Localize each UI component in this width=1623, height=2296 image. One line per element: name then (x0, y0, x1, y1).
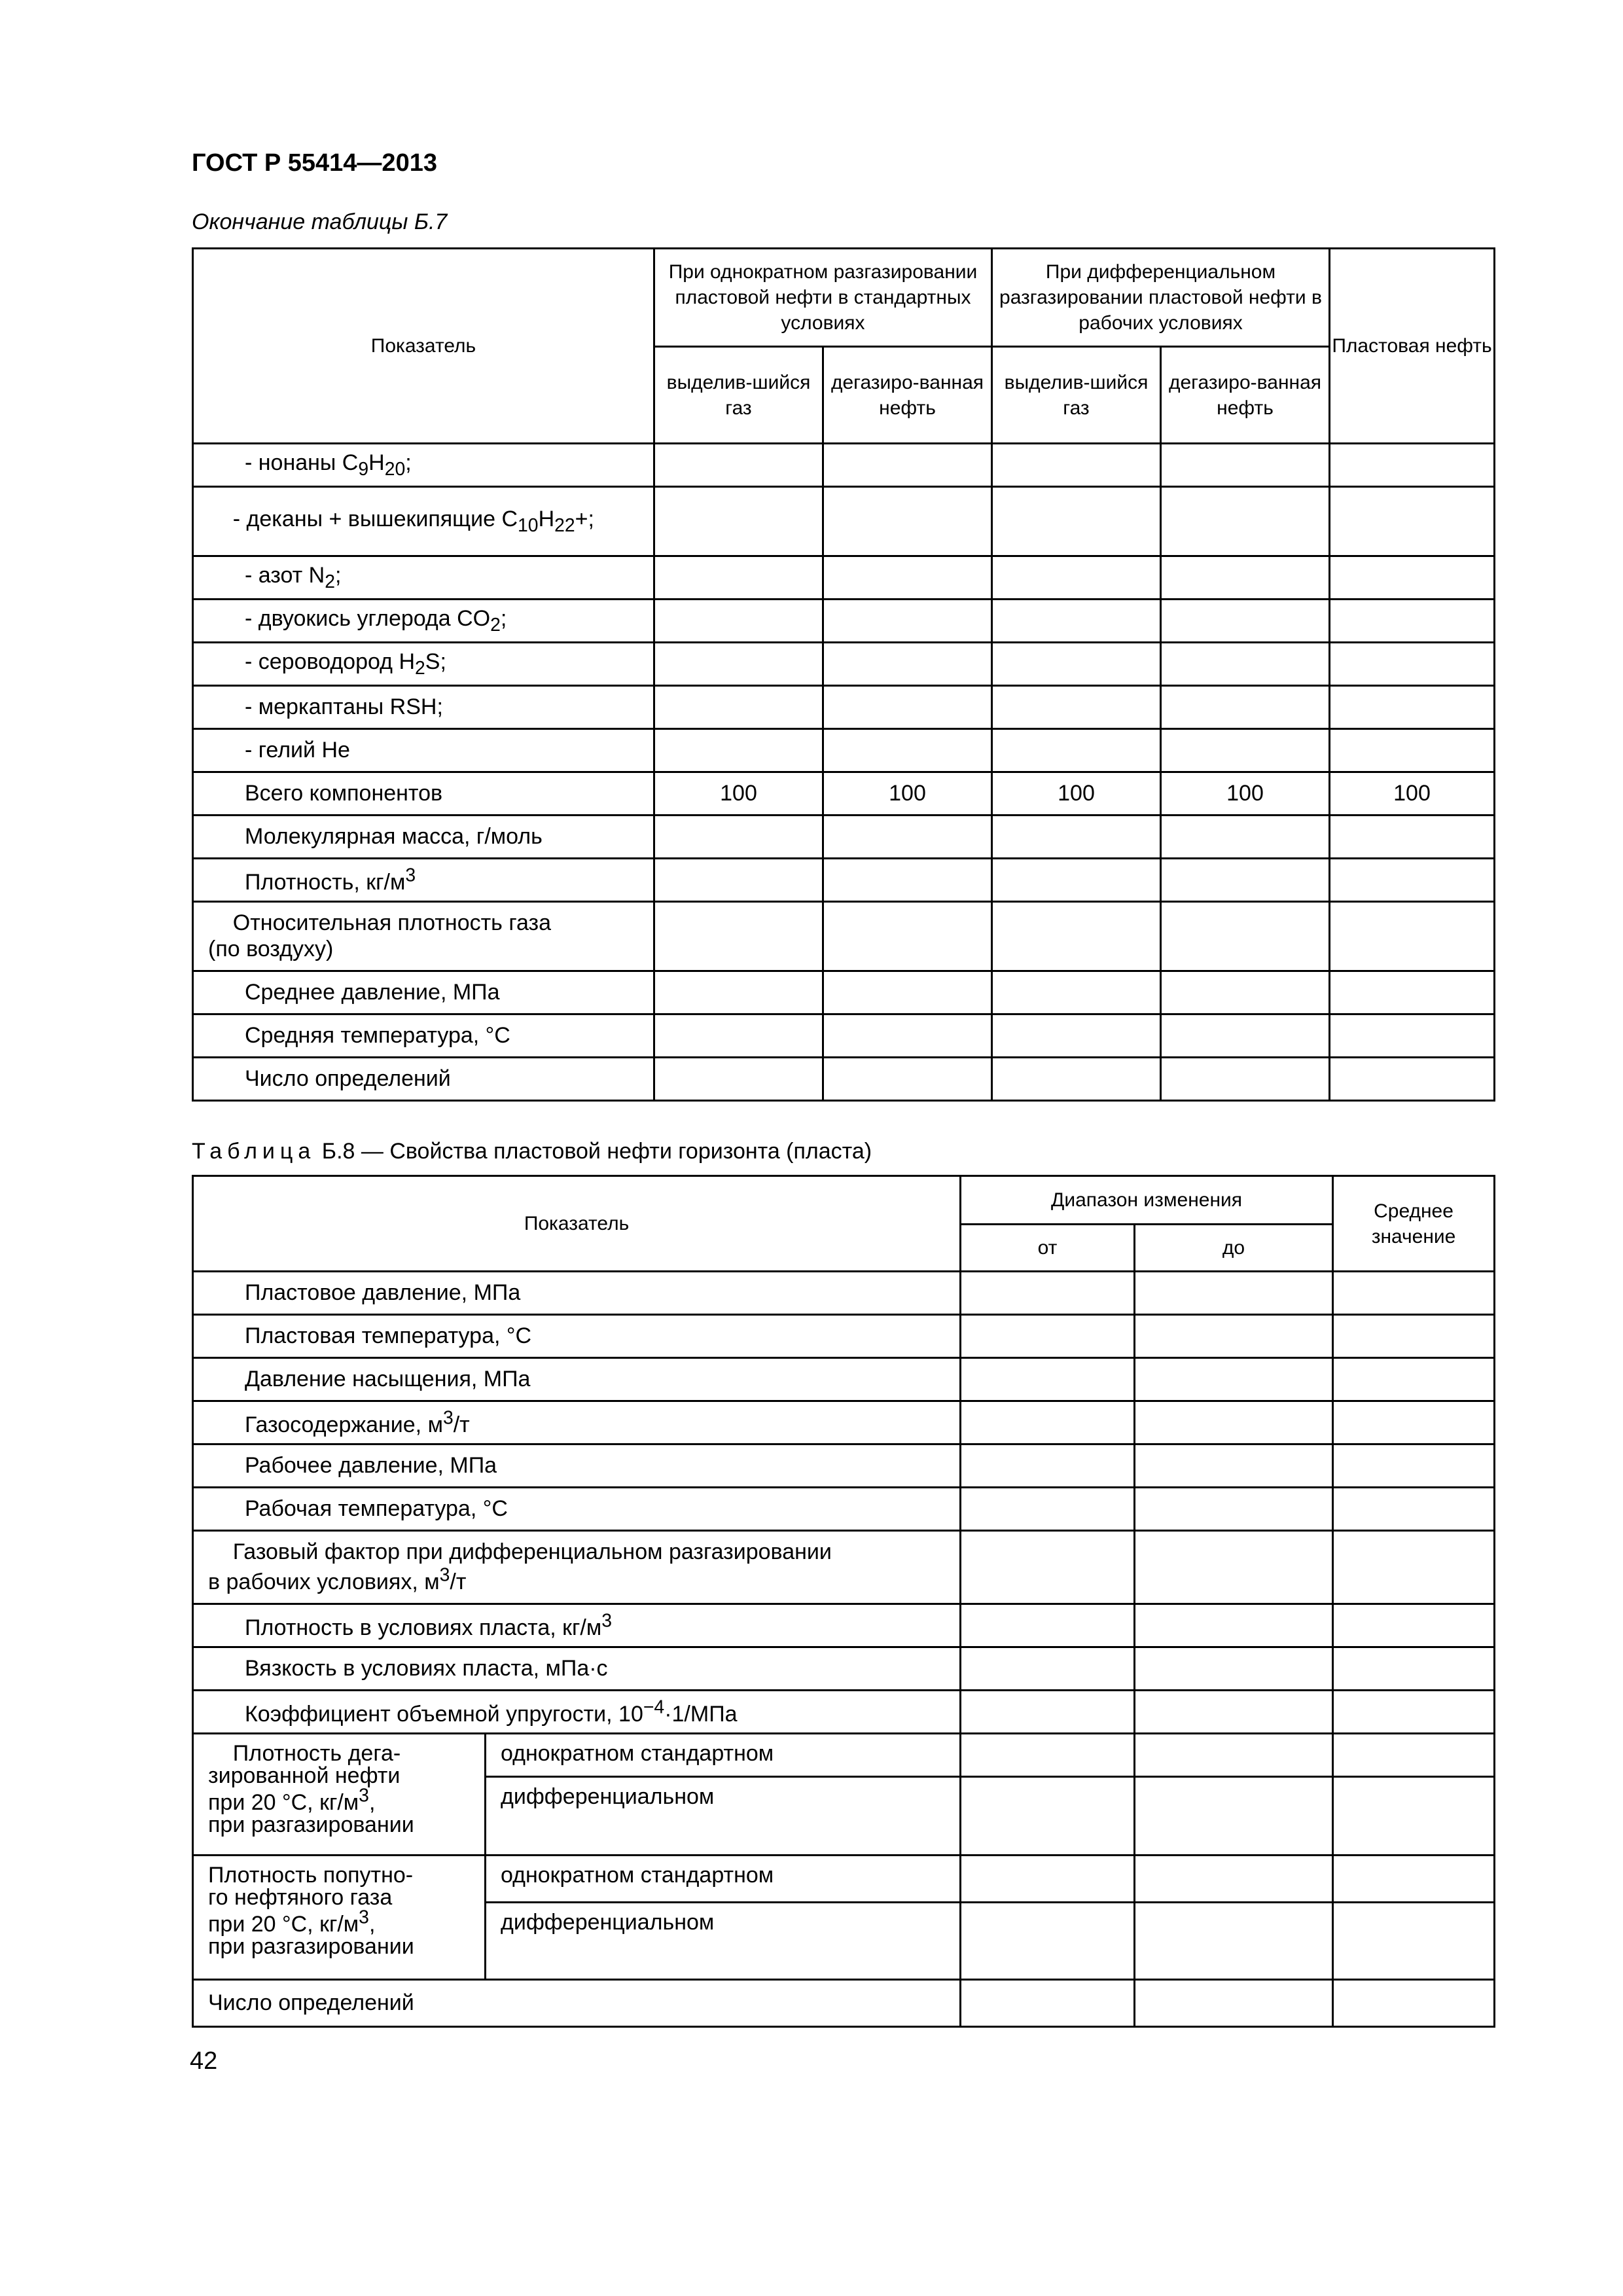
empty-cell (1135, 1734, 1333, 1777)
empty-cell (1161, 686, 1330, 729)
empty-cell (1330, 816, 1495, 859)
empty-cell (1161, 487, 1330, 556)
empty-cell (654, 686, 823, 729)
empty-cell (823, 444, 992, 487)
empty-cell (823, 1058, 992, 1101)
table-row (193, 816, 1495, 859)
empty-cell (961, 1444, 1135, 1488)
empty-cell (992, 487, 1161, 556)
row-label: Молекулярная масса, г/моль (193, 816, 654, 859)
table-row (193, 1315, 1495, 1358)
empty-cell (1161, 859, 1330, 902)
empty-cell (1135, 1691, 1333, 1734)
empty-cell (823, 729, 992, 772)
row-label: Давление насыщения, МПа (193, 1358, 961, 1401)
empty-cell (654, 1058, 823, 1101)
table-row (193, 772, 1495, 816)
header-degassed-oil: дегазиро-ванная нефть (1161, 347, 1330, 444)
empty-cell (1333, 1358, 1495, 1401)
total-value: 100 (1330, 772, 1495, 816)
empty-cell (961, 1734, 1135, 1777)
empty-cell (654, 859, 823, 902)
row-label: Рабочая температура, °С (193, 1488, 961, 1531)
header-mean: Среднее значение (1333, 1176, 1495, 1272)
empty-cell (823, 816, 992, 859)
empty-cell (1330, 859, 1495, 902)
table-row (193, 1444, 1495, 1488)
row-label: - двуокись углерода $CO_2$; (193, 600, 654, 643)
table-row (193, 686, 1495, 729)
empty-cell (1333, 1777, 1495, 1856)
empty-cell (1333, 1604, 1495, 1647)
empty-cell (823, 859, 992, 902)
empty-cell (1333, 1531, 1495, 1604)
header-released-gas: выделив-шийся газ (654, 347, 823, 444)
empty-cell (654, 643, 823, 686)
empty-cell (1161, 643, 1330, 686)
table-row (193, 1691, 1495, 1734)
row-label: Коэффициент объемной упругости, $10^{-4}\cdot 1$/МПа (193, 1691, 961, 1734)
header-released-gas: выделив-шийся газ (992, 347, 1161, 444)
empty-cell (961, 1856, 1135, 1903)
empty-cell (823, 600, 992, 643)
empty-cell (823, 487, 992, 556)
empty-cell (961, 1604, 1135, 1647)
row-label: Газосодержание, $м^3/т$ (193, 1401, 961, 1444)
table-row (193, 729, 1495, 772)
empty-cell (992, 643, 1161, 686)
header-degassed-oil: дегазиро-ванная нефть (823, 347, 992, 444)
empty-cell (654, 600, 823, 643)
empty-cell (961, 1647, 1135, 1691)
row-label: - сероводород $H_2S$; (193, 643, 654, 686)
empty-cell (961, 1691, 1135, 1734)
empty-cell (992, 816, 1161, 859)
empty-cell (1330, 971, 1495, 1014)
row-label: - деканы + вышекипящие $C_{10}H_{22}+$; (193, 487, 654, 556)
empty-cell (823, 556, 992, 600)
table-row (193, 1856, 1495, 1903)
empty-cell (1161, 971, 1330, 1014)
empty-cell (1135, 1444, 1333, 1488)
empty-cell (961, 1980, 1135, 2027)
sublabel-single: однократном стандартном (486, 1734, 961, 1777)
table-row (193, 600, 1495, 643)
empty-cell (1333, 1401, 1495, 1444)
row-label: Газовый фактор при дифференциальном разгазировании в рабочих условиях, $м^3/т$ (193, 1531, 961, 1604)
empty-cell (654, 556, 823, 600)
empty-cell (992, 600, 1161, 643)
page-number: 42 (190, 2047, 218, 2075)
total-value: 100 (992, 772, 1161, 816)
total-value: 100 (823, 772, 992, 816)
sublabel-diff: дифференциальном (486, 1777, 961, 1856)
table-b8-title: Б.8 — Свойства пластовой нефти горизонта (пласта) (321, 1139, 872, 1164)
empty-cell (1135, 1531, 1333, 1604)
table-row (193, 1058, 1495, 1101)
row-label: Рабочее давление, МПа (193, 1444, 961, 1488)
sublabel-single: однократном стандартном (486, 1856, 961, 1903)
row-label: Пластовая температура, °С (193, 1315, 961, 1358)
empty-cell (961, 1488, 1135, 1531)
empty-cell (1161, 902, 1330, 971)
empty-cell (1161, 556, 1330, 600)
table-row (193, 902, 1495, 971)
empty-cell (992, 859, 1161, 902)
table-continuation-caption: Окончание таблицы Б.7 (192, 209, 448, 234)
empty-cell (992, 686, 1161, 729)
row-label: - гелий He (193, 729, 654, 772)
empty-cell (1330, 643, 1495, 686)
empty-cell (961, 1401, 1135, 1444)
row-label: - нонаны $C_9H_{20}$; (193, 444, 654, 487)
empty-cell (1333, 1488, 1495, 1531)
table-row (193, 643, 1495, 686)
empty-cell (1330, 729, 1495, 772)
empty-cell (992, 902, 1161, 971)
empty-cell (961, 1777, 1135, 1856)
row-label: Вязкость в условиях пласта, мПа·с (193, 1647, 961, 1691)
header-from: от (961, 1225, 1135, 1272)
group-label-degassed-oil-density: Плотность дега- зированной нефти при 20 °С, $кг/м^3$, при разгазировании (193, 1734, 486, 1856)
empty-cell (654, 902, 823, 971)
empty-cell (1330, 1058, 1495, 1101)
total-value: 100 (654, 772, 823, 816)
sublabel-diff: дифференциальном (486, 1903, 961, 1980)
row-label: - азот $N_2$; (193, 556, 654, 600)
empty-cell (1330, 902, 1495, 971)
empty-cell (992, 444, 1161, 487)
empty-cell (1135, 1980, 1333, 2027)
empty-cell (1161, 1014, 1330, 1058)
empty-cell (961, 1531, 1135, 1604)
empty-cell (1135, 1272, 1333, 1315)
row-label: Относительная плотность газа (по воздуху) (193, 902, 654, 971)
row-label: Пластовое давление, МПа (193, 1272, 961, 1315)
empty-cell (1333, 1315, 1495, 1358)
empty-cell (1333, 1980, 1495, 2027)
empty-cell (1333, 1856, 1495, 1903)
table-row (193, 1531, 1495, 1604)
empty-cell (1330, 1014, 1495, 1058)
table-row (193, 1401, 1495, 1444)
empty-cell (1161, 600, 1330, 643)
header-range: Диапазон изменения (961, 1176, 1333, 1225)
empty-cell (1135, 1903, 1333, 1980)
table-b8 (192, 1175, 1495, 2028)
empty-cell (1330, 686, 1495, 729)
table-row (193, 1272, 1495, 1315)
header-reservoir-oil: Пластовая нефть (1330, 249, 1495, 444)
empty-cell (654, 816, 823, 859)
empty-cell (992, 729, 1161, 772)
table-row (193, 1980, 1495, 2027)
empty-cell (654, 1014, 823, 1058)
empty-cell (823, 1014, 992, 1058)
empty-cell (1330, 487, 1495, 556)
header-indicator: Показатель (193, 1176, 961, 1272)
row-label: Число определений (193, 1980, 961, 2027)
empty-cell (992, 556, 1161, 600)
empty-cell (823, 902, 992, 971)
empty-cell (1333, 1444, 1495, 1488)
empty-cell (992, 1014, 1161, 1058)
row-label: Средняя температура, °С (193, 1014, 654, 1058)
document-header: ГОСТ Р 55414—2013 (192, 149, 437, 177)
empty-cell (654, 971, 823, 1014)
table-row (193, 971, 1495, 1014)
table-row (193, 1604, 1495, 1647)
table-b7 (192, 247, 1495, 1102)
header-single-degassing: При однократном разгазировании пластовой нефти в стандартных условиях (654, 249, 992, 347)
empty-cell (1135, 1856, 1333, 1903)
empty-cell (961, 1903, 1135, 1980)
table-row (193, 1734, 1495, 1777)
empty-cell (992, 971, 1161, 1014)
empty-cell (1330, 556, 1495, 600)
empty-cell (1135, 1315, 1333, 1358)
total-value: 100 (1161, 772, 1330, 816)
empty-cell (1135, 1401, 1333, 1444)
empty-cell (1135, 1358, 1333, 1401)
empty-cell (1135, 1488, 1333, 1531)
empty-cell (1333, 1647, 1495, 1691)
header-diff-degassing: При дифференциальном разгазировании пластовой нефти в рабочих условиях (992, 249, 1330, 347)
table-row (193, 1647, 1495, 1691)
row-label: Плотность, $кг/м^3$ (193, 859, 654, 902)
row-label: Плотность в условиях пласта, $кг/м^3$ (193, 1604, 961, 1647)
empty-cell (1161, 444, 1330, 487)
empty-cell (823, 686, 992, 729)
empty-cell (1330, 444, 1495, 487)
table-b8-caption (192, 1139, 872, 1164)
empty-cell (1135, 1777, 1333, 1856)
empty-cell (1135, 1604, 1333, 1647)
row-label: Всего компонентов (193, 772, 654, 816)
empty-cell (654, 729, 823, 772)
empty-cell (1135, 1647, 1333, 1691)
empty-cell (1333, 1734, 1495, 1777)
row-label: - меркаптаны RSH; (193, 686, 654, 729)
empty-cell (654, 444, 823, 487)
empty-cell (1333, 1272, 1495, 1315)
empty-cell (992, 1058, 1161, 1101)
table-row (193, 1014, 1495, 1058)
empty-cell (961, 1358, 1135, 1401)
row-label: Число определений (193, 1058, 654, 1101)
row-label: Среднее давление, МПа (193, 971, 654, 1014)
header-to: до (1135, 1225, 1333, 1272)
empty-cell (823, 643, 992, 686)
empty-cell (961, 1272, 1135, 1315)
table-row (193, 1358, 1495, 1401)
empty-cell (1330, 600, 1495, 643)
table-row (193, 444, 1495, 487)
empty-cell (1333, 1903, 1495, 1980)
table-row (193, 859, 1495, 902)
table-row (193, 487, 1495, 556)
empty-cell (1161, 1058, 1330, 1101)
header-indicator: Показатель (193, 249, 654, 444)
empty-cell (654, 487, 823, 556)
empty-cell (1161, 729, 1330, 772)
group-label-gas-density: Плотность попутно- го нефтяного газа при 20 °С, $кг/м^3$, при разгазировании (193, 1856, 486, 1980)
empty-cell (961, 1315, 1135, 1358)
table-row (193, 1488, 1495, 1531)
empty-cell (1161, 816, 1330, 859)
table-b8-label: Таблица (192, 1139, 316, 1164)
empty-cell (823, 971, 992, 1014)
empty-cell (1333, 1691, 1495, 1734)
table-row (193, 556, 1495, 600)
